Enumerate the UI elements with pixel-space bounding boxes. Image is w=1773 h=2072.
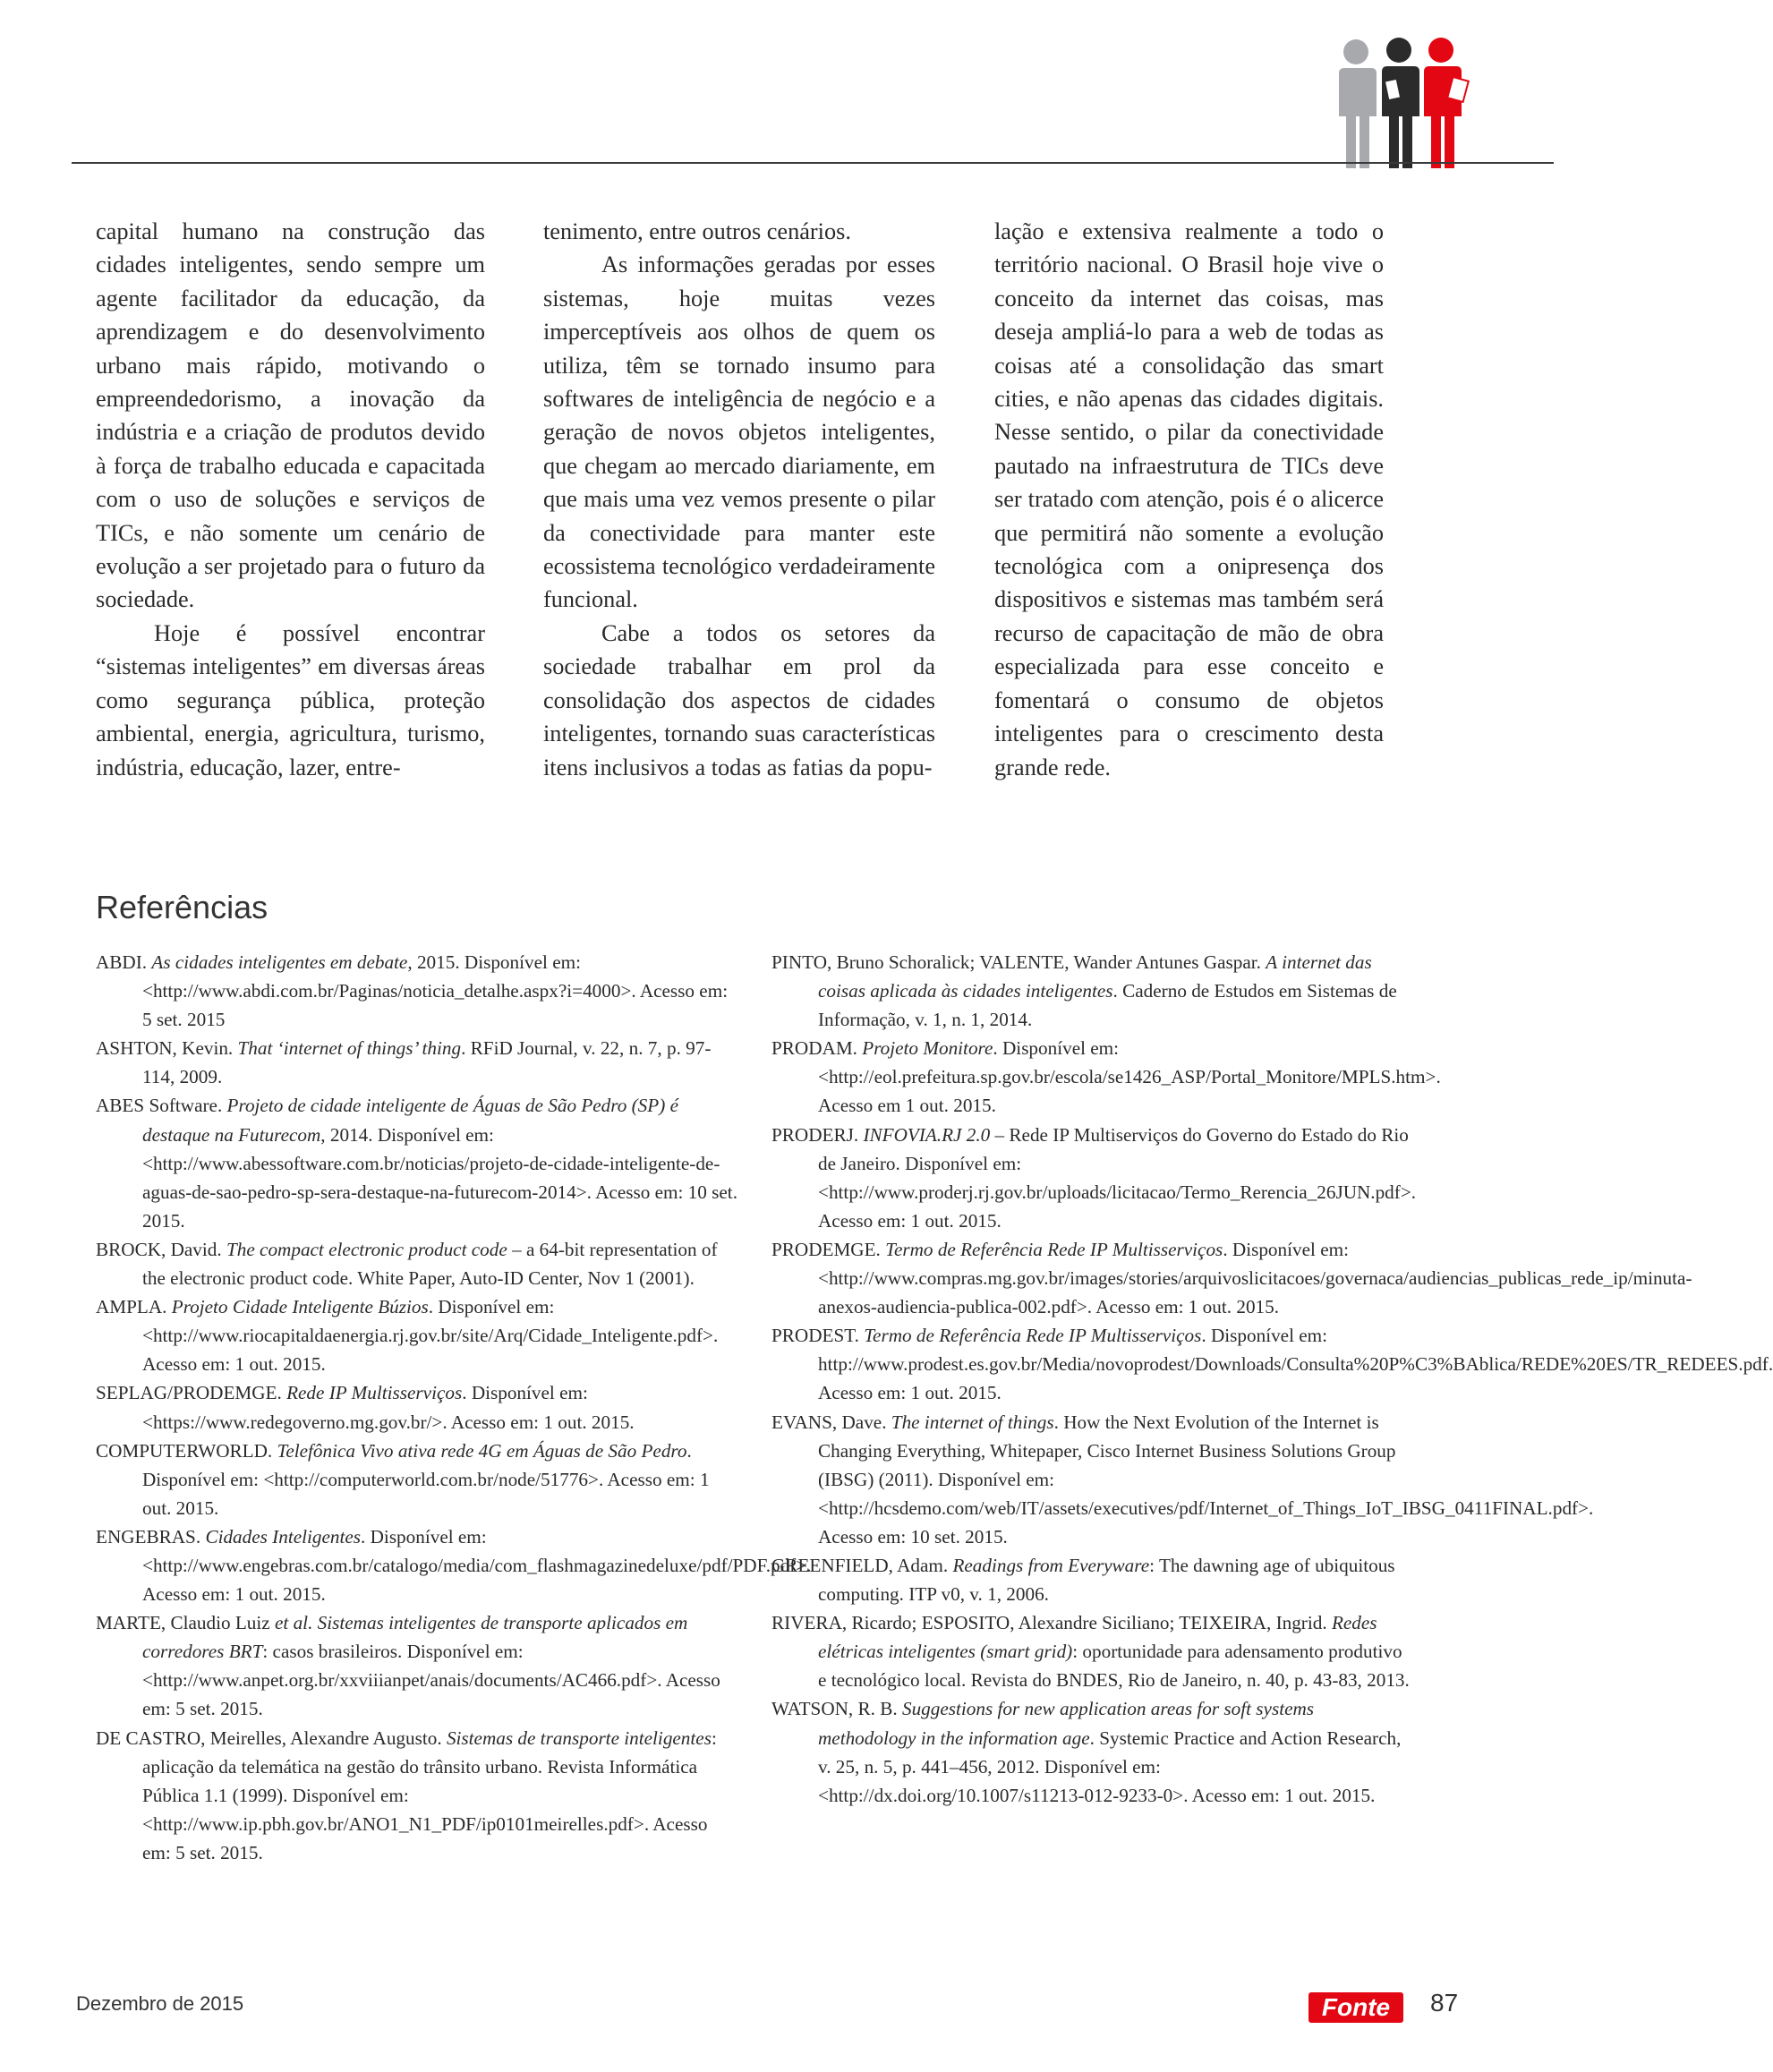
reference-item bbox=[771, 1034, 1441, 1120]
reference-pre: ENGEBRAS. bbox=[96, 1525, 206, 1548]
reference-title: Projeto Cidade Inteligente Búzios bbox=[171, 1296, 429, 1318]
reference-pre: PRODAM. bbox=[771, 1037, 863, 1060]
reference-title: Termo de Referência Rede IP Multisserviços bbox=[864, 1325, 1202, 1347]
paragraph: Hoje é possível encontrar “sistemas inteligentes” em diversas áreas como segurança pública, proteção ambiental, energia, agricultura, turismo, indústria, educação, lazer, entre- bbox=[96, 619, 485, 780]
reference-title: Telefônica Vivo ativa rede 4G em Águas de São Pedro bbox=[277, 1439, 687, 1462]
body-column-1 bbox=[96, 215, 485, 784]
reference-item bbox=[96, 1034, 740, 1091]
reference-title: et al. Sistemas inteligentes de transporte aplicados em corredores BRT bbox=[142, 1612, 688, 1663]
reference-item bbox=[771, 1321, 1773, 1407]
reference-item bbox=[96, 1724, 740, 1867]
reference-pre: SEPLAG/PRODEMGE. bbox=[96, 1382, 287, 1404]
reference-post: . Caderno de Estudos em Sistemas de Informação, v. 1, n. 1, 2014. bbox=[818, 980, 1397, 1031]
body-column-2 bbox=[543, 215, 935, 784]
reference-item bbox=[771, 1551, 1411, 1608]
reference-item bbox=[96, 1437, 740, 1522]
reference-pre: ABDI. bbox=[96, 951, 152, 973]
reference-post: . Disponível em: <http://computerworld.com.br/node/51776>. Acesso em: 1 out. 2015. bbox=[142, 1439, 710, 1519]
reference-pre: MARTE, Claudio Luiz bbox=[96, 1612, 275, 1634]
reference-title: The compact electronic product code bbox=[226, 1238, 507, 1260]
reference-title: INFOVIA.RJ 2.0 bbox=[863, 1123, 991, 1146]
reference-post: . Disponível em: <http://www.riocapitaldaenergia.rj.gov.br/site/Arq/Cidade_Inteligente.pdf>. Acesso em: 1 out. 2015. bbox=[142, 1296, 719, 1376]
paragraph: capital humano na construção das cidades inteligentes, sendo sempre um agente facilitador da educação, da aprendizagem e do desenvolvimento urbano mais rápido, motivando o empreendedorismo, a inovação da indústria e a criação de produtos devido à força de trabalho educada e capacitada com o uso de soluções e serviços de TICs, e não somente um cenário de evolução a ser projetado para o futuro da sociedade. bbox=[96, 218, 485, 613]
reference-post: : The dawning age of ubiquitous computing. ITP v0, v. 1, 2006. bbox=[818, 1554, 1395, 1606]
reference-title: Redes elétricas inteligentes (smart grid) bbox=[818, 1612, 1377, 1663]
reference-title: That ‘internet of things’ thing bbox=[237, 1037, 462, 1060]
reference-post: . RFiD Journal, v. 22, n. 7, p. 97-114, 2009. bbox=[142, 1037, 712, 1088]
reference-item bbox=[96, 1091, 740, 1234]
paragraph: lação e extensiva realmente a todo o território nacional. O Brasil hoje vive o conceito da internet das coisas, mas deseja ampliá-lo para a web de todas as coisas até a consolidação das smart cities, e não apenas das cidades digitais. Nesse sentido, o pilar da conectividade pautado na infraestrutura de TICs deve ser tratado com atenção, pois é o alicerce que permitirá não somente a evolução tecnológica com a onipresença dos dispositivos e sistemas mas também será recurso de capacitação de mão de obra especializada para esse conceito e fomentará o consumo de objetos inteligentes para o crescimento desta grande rede. bbox=[994, 218, 1384, 780]
references-heading: Referências bbox=[96, 889, 269, 925]
paragraph: Cabe a todos os setores da sociedade trabalhar em prol da consolidação dos aspectos de cidades inteligentes, tornando suas características itens inclusivos a todas as fatias da popu- bbox=[543, 619, 935, 780]
references-right-column bbox=[771, 948, 1773, 1810]
reference-pre: PINTO, Bruno Schoralick; VALENTE, Wander Antunes Gaspar. bbox=[771, 951, 1266, 973]
reference-post: , 2014. Disponível em: <http://www.abessoftware.com.br/noticias/projeto-de-cidade-inteligente-de-aguas-de-sao-pedro-sp-sera-destaque-na-futurecom-2014>. Acesso em: 10 set. 2015. bbox=[142, 1123, 737, 1232]
reference-pre: DE CASTRO, Meirelles, Alexandre Augusto. bbox=[96, 1727, 447, 1749]
reference-pre: RIVERA, Ricardo; ESPOSITO, Alexandre Siciliano; TEIXEIRA, Ingrid. bbox=[771, 1612, 1332, 1634]
reference-title: Readings from Everyware bbox=[952, 1554, 1150, 1576]
reference-title: Cidades Inteligentes bbox=[205, 1525, 362, 1548]
reference-post: . Disponível em: <http://www.compras.mg.gov.br/images/stories/arquivoslicitacoes/governaca/audiencias_publicas_rede_ip/minuta-anexos-audiencia-publica-002.pdf>. Acesso em: 1 out. 2015. bbox=[818, 1238, 1692, 1318]
reference-pre: COMPUTERWORLD. bbox=[96, 1439, 277, 1462]
reference-post: . Systemic Practice and Action Research, v. 25, n. 5, p. 441–456, 2012. Disponível em: <http://dx.doi.org/10.1007/s11213-012-9233-0>. Acesso em: 1 out. 2015. bbox=[818, 1727, 1402, 1806]
reference-post: – a 64-bit representation of the electronic product code. White Paper, Auto-ID Center, Nov 1 (2001). bbox=[142, 1238, 718, 1290]
reference-title: Sistemas de transporte inteligentes bbox=[446, 1727, 712, 1749]
reference-pre: BROCK, David. bbox=[96, 1238, 226, 1260]
reference-post: . How the Next Evolution of the Internet is Changing Everything, Whitepaper, Cisco Internet Business Solutions Group (IBSG) (2011). Disponível em: <http://hcsdemo.com/web/IT/assets/executives/pdf/Internet_of_Things_IoT_IBSG_0411FINAL.pdf>. Acesso em: 10 set. 2015. bbox=[818, 1411, 1594, 1548]
reference-post: – Rede IP Multiserviços do Governo do Estado do Rio de Janeiro. Disponível em: <http://www.proderj.rj.gov.br/uploads/licitacao/Termo_Rerencia_26JUN.pdf>. Acesso em: 1 out. 2015. bbox=[818, 1123, 1417, 1232]
reference-post: . Disponível em: http://www.prodest.es.gov.br/Media/novoprodest/Downloads/Consulta%20P%C3%BAblica/REDE%20ES/TR_REDEES.pdf. Acesso em: 1 out. 2015. bbox=[818, 1325, 1773, 1404]
reference-post: : oportunidade para adensamento produtivo e tecnológico local. Revista do BNDES, Rio de Janeiro, n. 40, p. 43-83, 2013. bbox=[818, 1641, 1410, 1692]
reference-pre: PRODEST. bbox=[771, 1325, 865, 1347]
reference-title: As cidades inteligentes em debate bbox=[151, 951, 408, 973]
reference-post: . Disponível em: <https://www.redegoverno.mg.gov.br/>. Acesso em: 1 out. 2015. bbox=[142, 1382, 635, 1433]
reference-pre: ABES Software. bbox=[96, 1095, 227, 1117]
reference-item bbox=[771, 1235, 1692, 1321]
reference-post: , 2015. Disponível em: <http://www.abdi.com.br/Paginas/noticia_detalhe.aspx?i=4000>. Acesso em: 5 set. 2015 bbox=[142, 951, 729, 1031]
reference-item bbox=[96, 1292, 740, 1378]
reference-title: Termo de Referência Rede IP Multisserviços bbox=[885, 1238, 1223, 1260]
references-left-column bbox=[96, 948, 812, 1867]
reference-title: The internet of things bbox=[891, 1411, 1054, 1433]
reference-pre: WATSON, R. B. bbox=[771, 1698, 902, 1720]
reference-post: . Disponível em: <http://www.engebras.com.br/catalogo/media/com_flashmagazinedeluxe/pdf/PDF.pdf>. Acesso em: 1 out. 2015. bbox=[142, 1525, 812, 1606]
fonte-logo: Fonte bbox=[1308, 1992, 1403, 2023]
reference-item bbox=[771, 1694, 1411, 1809]
paragraph: tenimento, entre outros cenários. bbox=[543, 218, 851, 244]
reference-pre: AMPLA. bbox=[96, 1296, 172, 1318]
reference-item bbox=[96, 1608, 740, 1723]
reference-pre: EVANS, Dave. bbox=[771, 1411, 891, 1433]
reference-pre: GREENFIELD, Adam. bbox=[771, 1554, 953, 1576]
reference-item bbox=[96, 1522, 812, 1608]
reference-item bbox=[771, 1121, 1417, 1235]
reference-title: Rede IP Multisserviços bbox=[286, 1382, 463, 1404]
reference-post: : casos brasileiros. Disponível em: <http://www.anpet.org.br/xxviiianpet/anais/documents/AC466.pdf>. Acesso em: 5 set. 2015. bbox=[142, 1641, 720, 1720]
reference-item bbox=[96, 948, 740, 1034]
reference-title: A internet das coisas aplicada às cidades inteligentes bbox=[818, 951, 1372, 1002]
reference-title: Suggestions for new application areas for soft systems methodology in the information age bbox=[818, 1698, 1315, 1749]
reference-pre: PRODEMGE. bbox=[771, 1238, 886, 1260]
reference-item bbox=[771, 1408, 1594, 1551]
paragraph: As informações geradas por esses sistemas, hoje muitas vezes imperceptíveis aos olhos de quem os utiliza, têm se tornado insumo para softwares de inteligência de negócio e a geração de novos objetos inteligentes, que chegam ao mercado diariamente, em que mais uma vez vemos presente o pilar da conectividade para manter este ecossistema tecnológico verdadeiramente funcional. bbox=[543, 252, 935, 613]
reference-item bbox=[771, 1608, 1411, 1694]
reference-item bbox=[96, 1378, 740, 1436]
header-rule bbox=[72, 162, 1554, 164]
body-column-3 bbox=[994, 215, 1384, 784]
reference-post: . Disponível em: <http://eol.prefeitura.sp.gov.br/escola/se1426_ASP/Portal_Monitore/MPLS.htm>. Acesso em 1 out. 2015. bbox=[818, 1037, 1441, 1117]
reference-post: : aplicação da telemática na gestão do trânsito urbano. Revista Informática Pública 1.1 (1999). Disponível em: <http://www.ip.pbh.gov.br/ANO1_N1_PDF/ip0101meirelles.pdf>. Acesso em: 5 set. 2015. bbox=[142, 1727, 717, 1863]
reference-title: Projeto de cidade inteligente de Águas de São Pedro (SP) é destaque na Futurecom bbox=[142, 1095, 678, 1146]
page-number: 87 bbox=[1430, 1989, 1459, 2017]
reference-item bbox=[771, 948, 1411, 1034]
reference-item bbox=[96, 1235, 740, 1292]
reference-title: Projeto Monitore bbox=[862, 1037, 993, 1060]
reference-pre: ASHTON, Kevin. bbox=[96, 1037, 238, 1060]
footer-date: Dezembro de 2015 bbox=[76, 1992, 244, 2015]
reference-pre: PRODERJ. bbox=[771, 1123, 864, 1146]
people-group-icon bbox=[1325, 36, 1477, 170]
